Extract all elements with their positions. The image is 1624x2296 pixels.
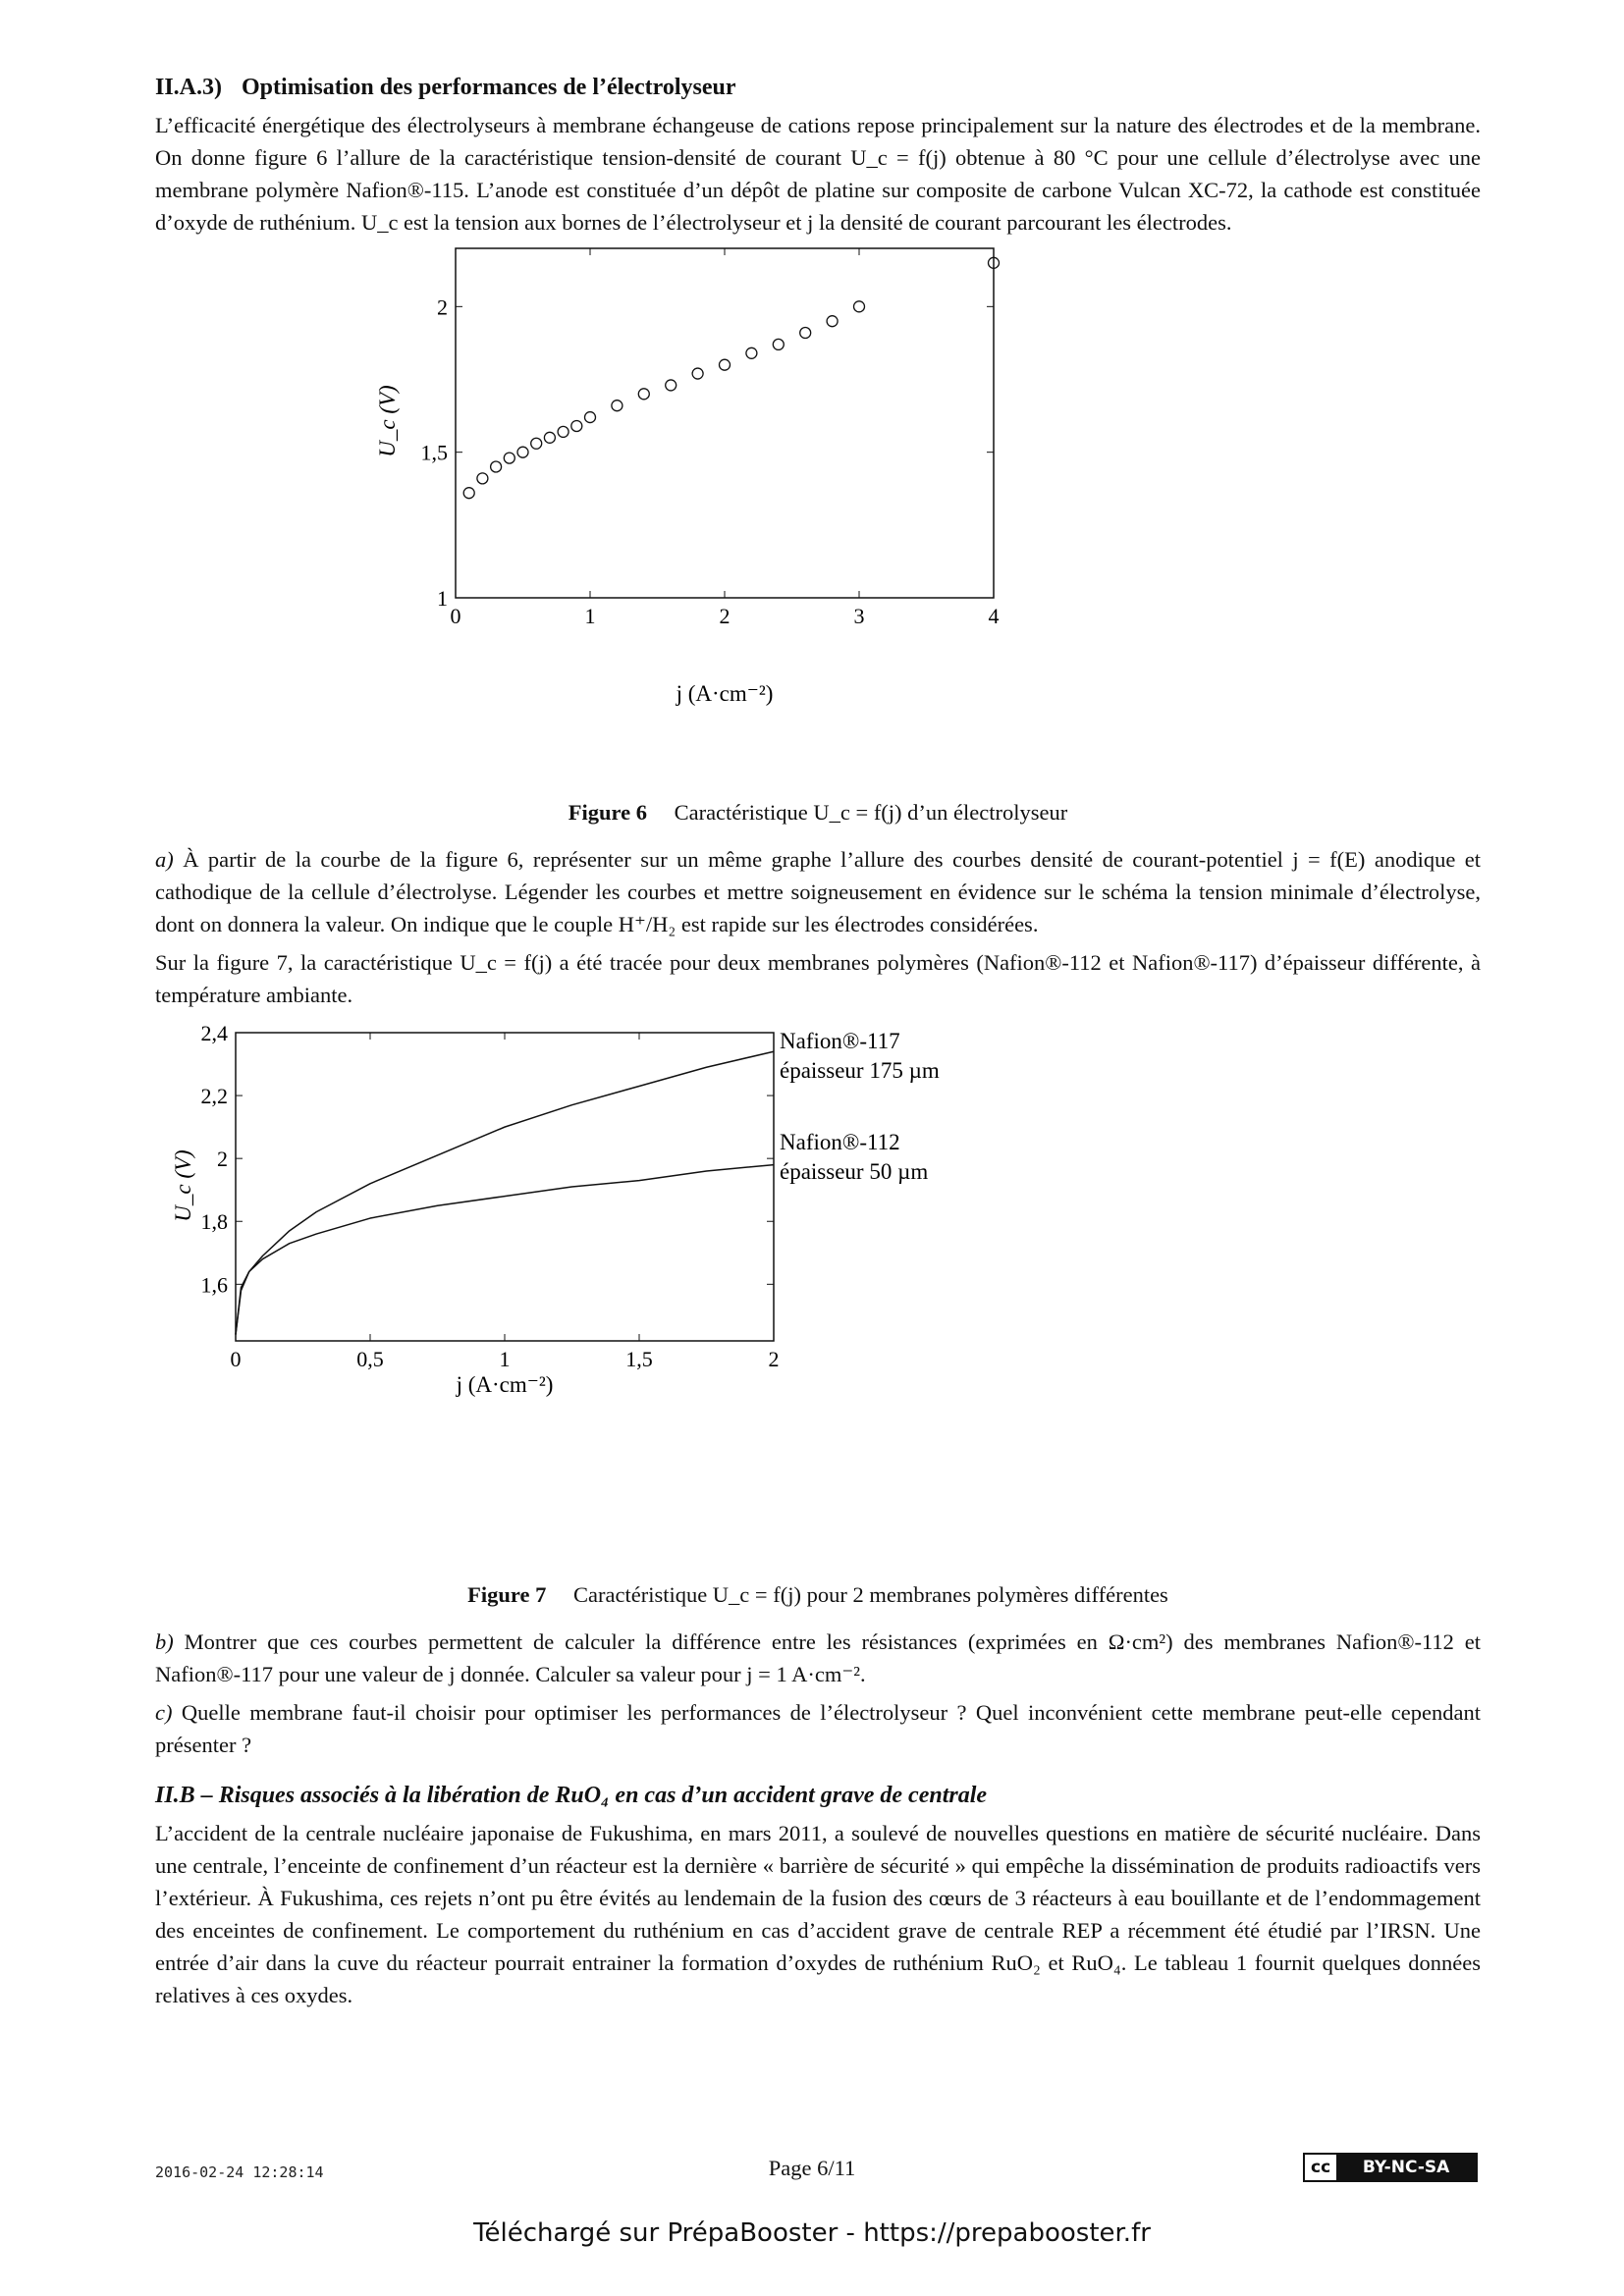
x-tick-label: 0 bbox=[230, 1347, 242, 1371]
section-intro: L’efficacité énergétique des électrolyseurs à membrane échangeuse de cations repose principalement sur la nature des électrodes et de la membrane. On donne figure 6 l’allure de la caractéristique tension-densité de courant U_c = f(j) obtenue à 80 °C pour une cellule d’électrolyse avec une membrane polymère Nafion®-115. L’anode est constituée d’un dépôt de platine sur composite de carbone Vulcan XC-72, la cathode est constituée d’oxyde de ruthénium. U_c est la tension aux bornes de l’électrolyseur et j la densité de courant parcourant les électrodes. bbox=[155, 113, 1481, 235]
plot-frame bbox=[456, 248, 994, 598]
data-point bbox=[827, 316, 838, 327]
data-point bbox=[477, 473, 488, 484]
x-tick-label: 1,5 bbox=[625, 1347, 653, 1371]
data-point bbox=[463, 488, 474, 499]
x-axis-label: j (A·cm⁻²) bbox=[456, 1372, 554, 1397]
license-badge bbox=[1303, 2153, 1478, 2182]
question-b-label: b) bbox=[155, 1629, 174, 1654]
data-point bbox=[571, 420, 582, 431]
curve-nafion-112 bbox=[236, 1165, 774, 1335]
y-axis-label: U_c (V) bbox=[171, 1149, 195, 1222]
data-point bbox=[612, 400, 623, 411]
figure-7-intro: Sur la figure 7, la caractéristique U_c = f(j) a été tracée pour deux membranes polymères (Nafion®-112 et Nafion®-117) d’épaisseur différente, à température ambiante. bbox=[155, 950, 1481, 1007]
data-point bbox=[531, 438, 542, 449]
y-tick-label: 2,4 bbox=[200, 1021, 228, 1045]
question-b bbox=[155, 1626, 1481, 1690]
data-point bbox=[491, 461, 502, 472]
x-tick-label: 3 bbox=[853, 604, 865, 628]
x-tick-label: 0,5 bbox=[356, 1347, 384, 1371]
section-title: Optimisation des performances de l’électrolyseur bbox=[242, 75, 736, 100]
curve-nafion-117 bbox=[236, 1051, 774, 1334]
download-banner: Téléchargé sur PrépaBooster - https://prepabooster.fr bbox=[473, 2218, 1151, 2248]
x-tick-label: 0 bbox=[450, 604, 461, 628]
figure-6-chart bbox=[155, 244, 1481, 794]
x-axis-label: j (A·cm⁻²) bbox=[676, 681, 774, 706]
data-point bbox=[666, 380, 677, 391]
data-point bbox=[746, 347, 757, 358]
x-tick-label: 2 bbox=[768, 1347, 780, 1371]
footer-page-number: Page 6/11 bbox=[768, 2156, 856, 2180]
data-point bbox=[517, 447, 528, 457]
page-content bbox=[155, 75, 1481, 2017]
figure-7-chart bbox=[155, 1019, 1481, 1598]
data-point bbox=[585, 412, 596, 423]
question-c bbox=[155, 1696, 1481, 1761]
question-a-label: a) bbox=[155, 847, 174, 872]
section-b-title: II.B – Risques associés à la libération de RuO₄ en cas d’un accident grave de centrale bbox=[155, 1783, 988, 1808]
y-tick-label: 1,8 bbox=[200, 1209, 228, 1235]
y-tick-label: 1,6 bbox=[200, 1272, 228, 1298]
question-a-text: À partir de la courbe de la figure 6, représenter sur un même graphe l’allure des courbes densité de courant-potentiel j = f(E) anodique et cathodique de la cellule d’électrolyse. Légender les courbes et mettre soigneusement en évidence sur le schéma la tension minimale d’électrolyse, dont on donnera la valeur. On indique que le couple H⁺/H₂ est rapide sur les électrodes considérées. bbox=[155, 847, 1481, 936]
y-tick-label: 2 bbox=[217, 1147, 228, 1172]
figure-6-caption-label: Figure 6 bbox=[568, 800, 647, 825]
label-nafion-117-thickness: épaisseur 175 µm bbox=[780, 1058, 940, 1083]
figure-7 bbox=[155, 1019, 1481, 1598]
y-tick-label: 1,5 bbox=[420, 440, 448, 465]
license-text: BY-NC-SA bbox=[1336, 2155, 1476, 2180]
cc-icon: cc bbox=[1305, 2158, 1336, 2177]
data-point bbox=[800, 328, 811, 339]
y-axis-label: U_c (V) bbox=[375, 385, 400, 457]
figure-6-caption bbox=[155, 800, 1481, 826]
x-tick-label: 1 bbox=[499, 1347, 511, 1371]
x-tick-label: 2 bbox=[719, 604, 731, 628]
y-tick-label: 2,2 bbox=[200, 1084, 228, 1109]
data-point bbox=[773, 339, 784, 349]
plot-frame bbox=[236, 1033, 774, 1341]
data-point bbox=[504, 453, 514, 463]
section-b-text: L’accident de la centrale nucléaire japonaise de Fukushima, en mars 2011, a soulevé de nouvelles questions en matière de sécurité nucléaire. Dans une centrale, l’enceinte de confinement d’un réacteur est la dernière « barrière de sécurité » qui empêche la dissémination de produits radioactifs vers l’extérieur. À Fukushima, ces rejets n’ont pu être évités au lendemain de la fusion des cœurs de 3 réacteurs à eau bouillante et de l’endommagement des enceintes de confinement. Le comportement du ruthénium en cas d’accident grave de centrale REP a récemment été étudié par l’IRSN. Une entrée d’air dans la cuve du réacteur pourrait entrainer la formation d’oxydes de ruthénium RuO₂ et RuO₄. Le tableau 1 fournit quelques données relatives à ces oxydes. bbox=[155, 1821, 1481, 2007]
label-nafion-112: Nafion®-112 bbox=[780, 1130, 900, 1154]
x-tick-label: 1 bbox=[584, 604, 596, 628]
question-b-text: Montrer que ces courbes permettent de calculer la différence entre les résistances (exprimées en Ω·cm²) des membranes Nafion®-112 et Nafion®-117 pour une valeur de j donnée. Calculer sa valeur pour j = 1 A·cm⁻². bbox=[155, 1629, 1481, 1686]
data-point bbox=[558, 426, 568, 437]
figure-6-caption-text: Caractéristique U_c = f(j) d’un électrolyseur bbox=[674, 800, 1068, 825]
question-c-label: c) bbox=[155, 1700, 173, 1725]
y-tick-label: 1 bbox=[437, 586, 448, 611]
data-point bbox=[638, 389, 649, 400]
data-point bbox=[692, 368, 703, 379]
footer-timestamp: 2016-02-24 12:28:14 bbox=[155, 2163, 324, 2181]
label-nafion-112-thickness: épaisseur 50 µm bbox=[780, 1159, 929, 1184]
y-tick-label: 2 bbox=[437, 294, 448, 320]
data-point bbox=[544, 432, 555, 443]
figure-7-caption-text: Caractéristique U_c = f(j) pour 2 membranes polymères différentes bbox=[573, 1582, 1168, 1607]
x-tick-label: 4 bbox=[988, 604, 1000, 628]
section-number: II.A.3) bbox=[155, 75, 223, 100]
data-point bbox=[854, 301, 865, 312]
label-nafion-117: Nafion®-117 bbox=[780, 1029, 900, 1053]
data-point bbox=[720, 359, 731, 370]
question-a bbox=[155, 843, 1481, 940]
figure-6 bbox=[155, 244, 1481, 794]
figure-7-caption-label: Figure 7 bbox=[467, 1582, 547, 1607]
question-c-text: Quelle membrane faut-il choisir pour optimiser les performances de l’électrolyseur ? Quel inconvénient cette membrane peut-elle cependant présenter ? bbox=[155, 1700, 1482, 1757]
section-heading bbox=[155, 75, 1481, 101]
